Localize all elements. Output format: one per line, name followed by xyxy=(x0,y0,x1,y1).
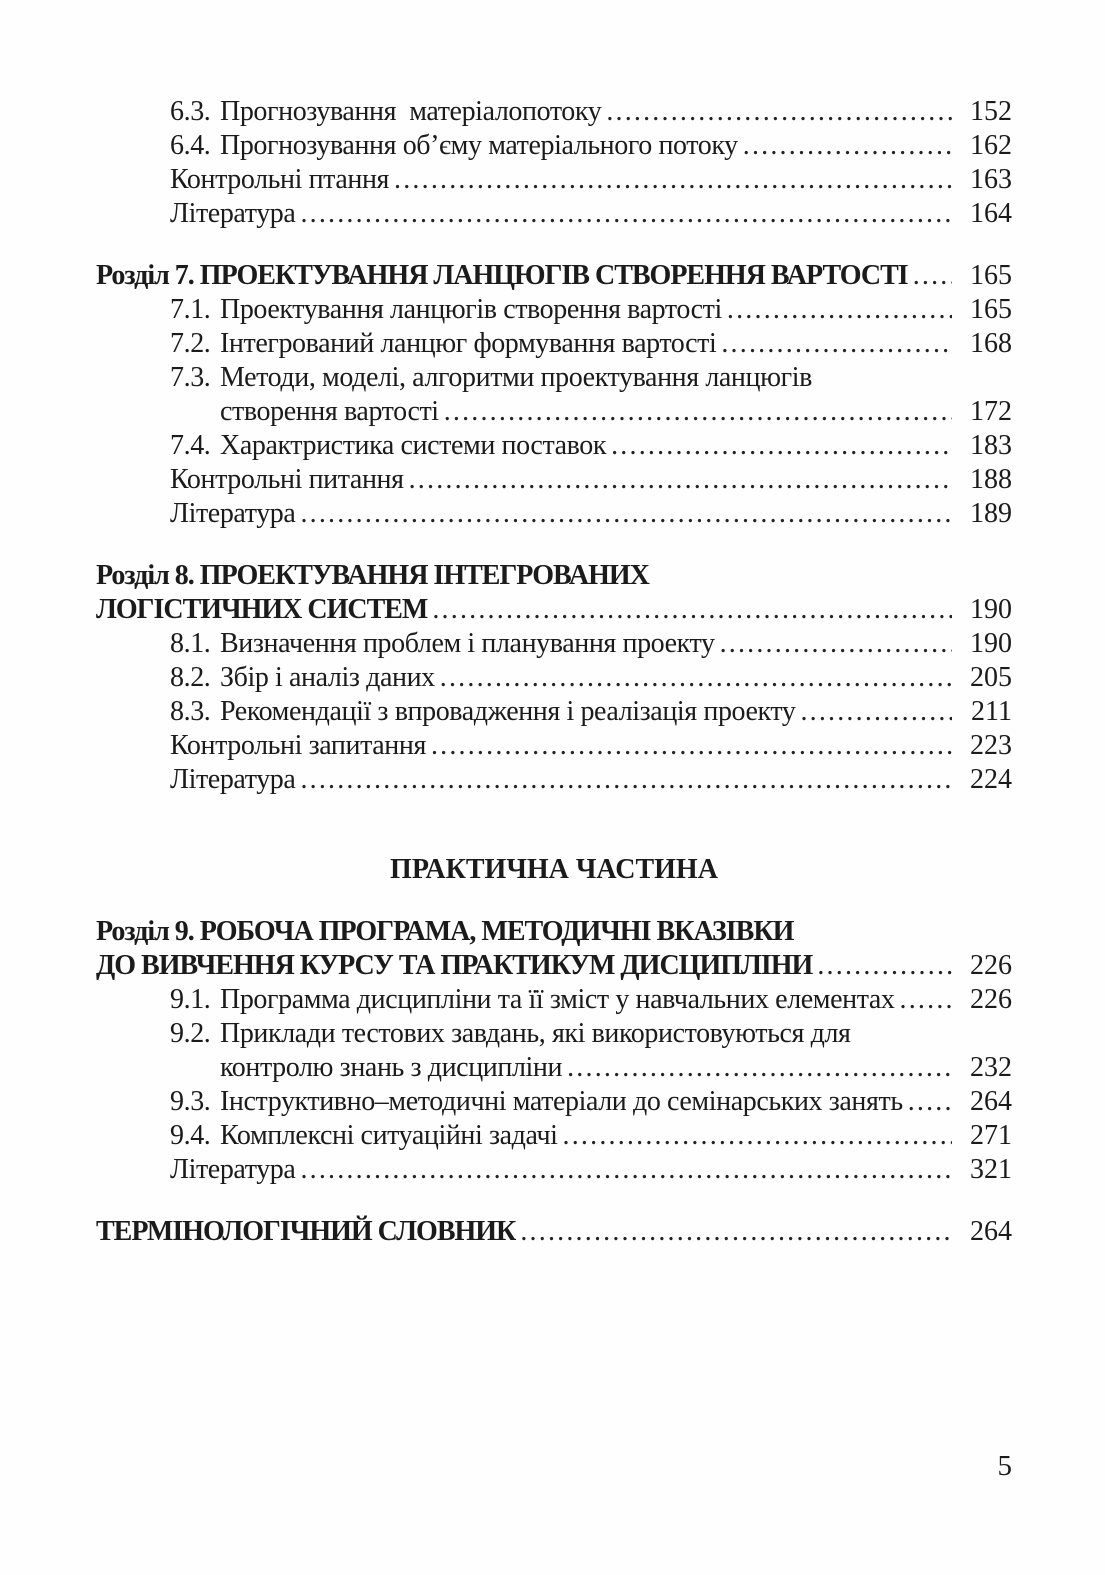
entry-page: 164 xyxy=(970,198,1012,229)
entry-page: 205 xyxy=(970,662,1012,693)
toc-entry xyxy=(96,429,1012,463)
dot-leader xyxy=(432,593,952,627)
entry-number: 7.2. xyxy=(170,328,211,359)
toc-entry xyxy=(96,163,1012,197)
toc-entry xyxy=(96,559,1012,593)
toc-entry xyxy=(96,293,1012,327)
entry-title: ТЕРМІНОЛОГІЧНИЙ СЛОВНИК xyxy=(96,1216,516,1247)
dot-leader xyxy=(720,627,952,661)
toc-entry xyxy=(96,763,1012,797)
dot-leader xyxy=(817,949,952,983)
entry-title: Література xyxy=(170,198,296,229)
dot-leader xyxy=(743,129,952,163)
dot-leader xyxy=(520,1215,952,1249)
toc-entry xyxy=(96,129,1012,163)
entry-title: Інструктивно–методичні матеріали до семінарських занять xyxy=(220,1086,903,1117)
entry-title: Программа дисципліни та її зміст у навчальних елементах xyxy=(220,984,895,1015)
entry-title: Література xyxy=(170,498,296,529)
toc-entry xyxy=(96,983,1012,1017)
entry-title: Прогнозування об’єму матеріального потоку xyxy=(220,130,738,161)
entry-title: Приклади тестових завдань, які використовуються для xyxy=(220,1018,851,1049)
entry-page: 226 xyxy=(970,984,1012,1015)
entry-page: 264 xyxy=(970,1216,1012,1247)
entry-title: Збір і аналіз даних xyxy=(220,662,435,693)
entry-page: 162 xyxy=(970,130,1012,161)
entry-title: Рекомендації з впровадження і реалізація проекту xyxy=(220,696,796,727)
toc-entry xyxy=(96,1085,1012,1119)
toc-entry xyxy=(96,1215,1012,1249)
dot-leader xyxy=(300,1153,952,1187)
entry-page: 190 xyxy=(970,628,1012,659)
entry-page: 168 xyxy=(970,328,1012,359)
entry-title: Прогнозування матеріалопотоку xyxy=(220,96,602,127)
entry-page: 226 xyxy=(970,950,1012,981)
entry-number: 7.3. xyxy=(170,362,211,393)
toc-entry xyxy=(96,695,1012,729)
dot-leader xyxy=(300,763,952,797)
dot-leader xyxy=(913,259,952,293)
toc-entry xyxy=(96,327,1012,361)
dot-leader xyxy=(606,95,952,129)
entry-title: ПРАКТИЧНА ЧАСТИНА xyxy=(390,854,718,885)
dot-leader xyxy=(409,463,952,497)
entry-page: 172 xyxy=(970,396,1012,427)
toc-entry xyxy=(96,497,1012,531)
entry-number: 7.1. xyxy=(170,294,211,325)
dot-leader xyxy=(444,395,952,429)
entry-page: 224 xyxy=(970,764,1012,795)
entry-title: Література xyxy=(170,1154,296,1185)
entry-number: 9.1. xyxy=(170,984,211,1015)
entry-title: Комплексні ситуаційні задачі xyxy=(220,1120,558,1151)
dot-leader xyxy=(908,1085,952,1119)
dot-leader xyxy=(900,983,952,1017)
entry-page: 223 xyxy=(970,730,1012,761)
dot-leader xyxy=(300,497,952,531)
entry-title: Характристика системи поставок xyxy=(220,430,607,461)
entry-page: 188 xyxy=(970,464,1012,495)
dot-leader xyxy=(440,661,952,695)
toc-entry xyxy=(96,853,1012,887)
entry-title: Методи, моделі, алгоритми проектування ланцюгів xyxy=(220,362,812,393)
toc-entry xyxy=(96,197,1012,231)
dot-leader xyxy=(394,163,952,197)
entry-title: Контрольні питання xyxy=(170,464,404,495)
entry-page: 189 xyxy=(970,498,1012,529)
toc-entry xyxy=(96,729,1012,763)
entry-number: 9.3. xyxy=(170,1086,211,1117)
toc-entry xyxy=(96,1153,1012,1187)
dot-leader xyxy=(567,1051,952,1085)
entry-page: 321 xyxy=(970,1154,1012,1185)
entry-page: 211 xyxy=(971,696,1012,727)
entry-page: 271 xyxy=(970,1120,1012,1151)
entry-number: 9.2. xyxy=(170,1018,211,1049)
toc-entry xyxy=(96,259,1012,293)
entry-title: контролю знань з дисципліни xyxy=(220,1052,563,1083)
entry-number: 6.4. xyxy=(170,130,211,161)
dot-leader xyxy=(727,293,952,327)
dot-leader xyxy=(431,729,952,763)
entry-title: Література xyxy=(170,764,296,795)
toc-entry xyxy=(96,1051,1012,1085)
entry-page: 232 xyxy=(970,1052,1012,1083)
toc-entry xyxy=(96,1119,1012,1153)
toc-entry xyxy=(96,395,1012,429)
entry-title: створення вартості xyxy=(220,396,439,427)
entry-title: Розділ 8. ПРОЕКТУВАННЯ ІНТЕГРОВАНИХ xyxy=(96,560,649,591)
toc-entry xyxy=(96,593,1012,627)
toc-entry xyxy=(96,627,1012,661)
dot-leader xyxy=(563,1119,952,1153)
table-of-contents xyxy=(96,95,1012,1249)
entry-title: Контрольні птання xyxy=(170,164,390,195)
dot-leader xyxy=(611,429,952,463)
page-number: 5 xyxy=(997,1450,1012,1482)
entry-title: Контрольні запитання xyxy=(170,730,426,761)
dot-leader xyxy=(300,197,952,231)
toc-entry xyxy=(96,661,1012,695)
entry-title: Визначення проблем і планування проекту xyxy=(220,628,715,659)
entry-number: 6.3. xyxy=(170,96,211,127)
entry-number: 8.2. xyxy=(170,662,211,693)
entry-page: 165 xyxy=(970,294,1012,325)
toc-entry xyxy=(96,463,1012,497)
toc-entry xyxy=(96,949,1012,983)
toc-entry xyxy=(96,1017,1012,1051)
entry-title: Інтегрований ланцюг формування вартості xyxy=(220,328,717,359)
entry-page: 190 xyxy=(970,594,1012,625)
entry-page: 165 xyxy=(970,260,1012,291)
toc-entry xyxy=(96,95,1012,129)
entry-title: ЛОГІСТИЧНИХ СИСТЕМ xyxy=(96,594,428,625)
entry-page: 163 xyxy=(970,164,1012,195)
entry-page: 183 xyxy=(970,430,1012,461)
dot-leader xyxy=(800,695,952,729)
entry-title: Розділ 9. РОБОЧА ПРОГРАМА, МЕТОДИЧНІ ВКАЗІВКИ xyxy=(96,916,794,947)
dot-leader xyxy=(721,327,952,361)
entry-number: 7.4. xyxy=(170,430,211,461)
entry-title: ДО ВИВЧЕННЯ КУРСУ ТА ПРАКТИКУМ ДИСЦИПЛІНИ xyxy=(96,950,813,981)
entry-number: 8.3. xyxy=(170,696,211,727)
entry-title: Проектування ланцюгів створення вартості xyxy=(220,294,722,325)
toc-entry xyxy=(96,915,1012,949)
entry-number: 9.4. xyxy=(170,1120,211,1151)
toc-entry xyxy=(96,361,1012,395)
entry-page: 264 xyxy=(970,1086,1012,1117)
entry-title: Розділ 7. ПРОЕКТУВАННЯ ЛАНЦЮГІВ СТВОРЕННЯ ВАРТОСТІ xyxy=(96,260,908,291)
entry-number: 8.1. xyxy=(170,628,211,659)
entry-page: 152 xyxy=(970,96,1012,127)
